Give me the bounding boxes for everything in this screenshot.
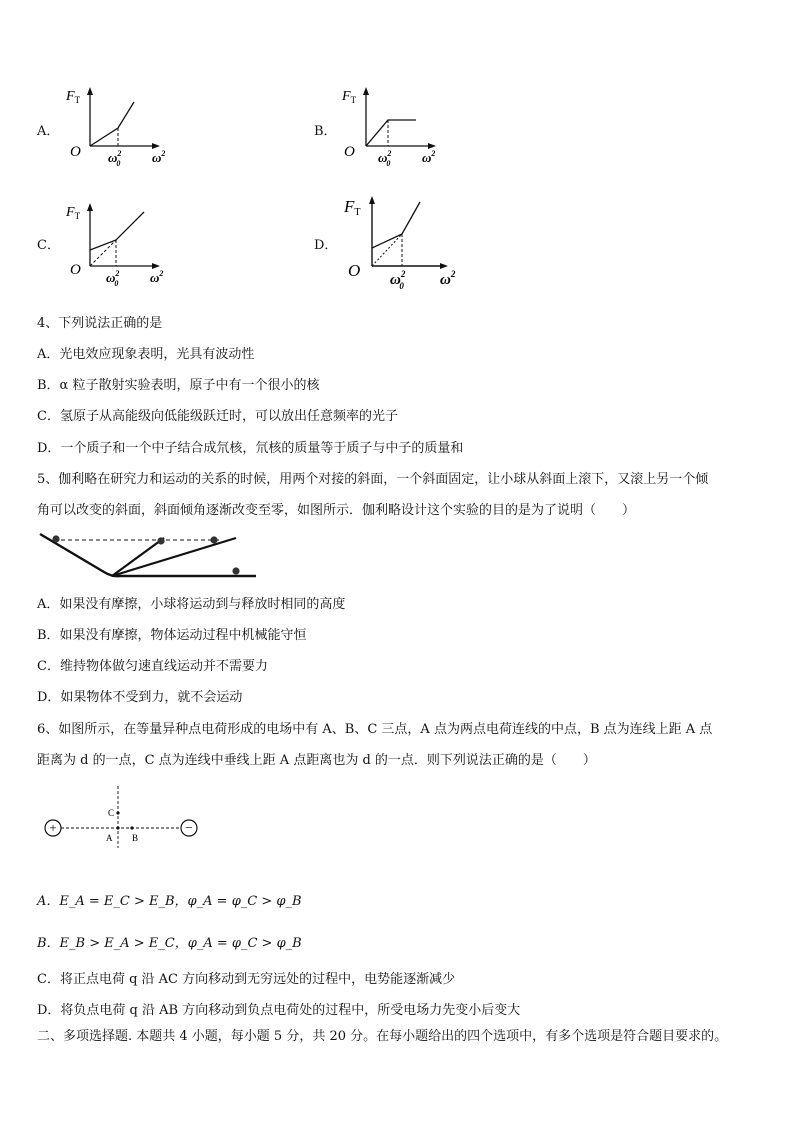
q5-stem-line2: 角可以改变的斜面，斜面倾角逐渐改变至零，如图所示．伽利略设计这个实验的目的是为了说明（ ）	[37, 503, 636, 518]
svg-text:FT: FT	[344, 197, 361, 218]
q5-stem-line1: 5、伽利略在研究力和运动的关系的时候，用两个对接的斜面，一个斜面固定，让小球从斜面上滚下，又滚上另一个倾	[37, 472, 709, 487]
svg-text:+: +	[49, 820, 57, 835]
svg-text:FT: $F_T$	[342, 89, 357, 105]
point-a-label: A	[106, 833, 113, 843]
q6-option-b: B．E_B > E_A > E_C，φ_A = φ_C > φ_B	[37, 936, 302, 951]
q5-option-d: D．如果物体不受到力，就不会运动	[37, 690, 243, 705]
point-b-label: B	[132, 833, 139, 843]
q4-option-d: D．一个质子和一个中子结合成氘核，氘核的质量等于质子与中子的质量和	[37, 441, 464, 456]
svg-text:FT: $F_T$	[66, 205, 81, 221]
q5-option-c: C．维持物体做匀速直线运动并不需要力	[37, 659, 268, 674]
y-axis-label: $F_T$	[66, 89, 81, 105]
svg-text:O: O	[70, 262, 81, 278]
svg-text:O: O	[348, 261, 361, 280]
ball	[157, 537, 164, 544]
graph-c	[62, 200, 182, 290]
svg-text:ω20: $\omega^2$ 0	[106, 269, 120, 288]
q5-option-b: B．如果没有摩擦，物体运动过程中机械能守恒	[37, 628, 307, 643]
graph-d	[340, 190, 470, 290]
svg-text:O: O	[344, 144, 355, 160]
svg-text:ω20: $\omega^2$ 0	[378, 149, 392, 168]
svg-text:ω20: $\omega^2$ 0	[390, 269, 406, 290]
q6-option-c: C．将正点电荷 q 沿 AC 方向移动到无穷远处的过程中，电势能逐渐减少	[37, 972, 456, 987]
charges-figure	[38, 782, 208, 852]
graph-b	[338, 84, 458, 174]
ball	[52, 535, 59, 542]
q6-stem-line1: 6、如图所示，在等量异种点电荷形成的电场中有 A、B、C 三点，A 点为两点电荷连线的中点，B 点为连线上距 A 点	[37, 722, 713, 737]
option-c-label: C．	[37, 238, 60, 253]
q6-option-a: A．E_A = E_C > E_B，φ_A = φ_C > φ_B	[37, 894, 302, 909]
q4-option-b: B．α 粒子散射实验表明，原子中有一个很小的核	[37, 378, 320, 393]
option-d-label: D．	[314, 238, 338, 253]
ball	[210, 536, 217, 543]
origin-label: O	[70, 144, 81, 160]
graph-a	[62, 84, 182, 174]
point-c-label: C	[108, 808, 115, 818]
svg-text:ω2: $\omega^2$	[150, 269, 164, 285]
option-b-label: B．	[314, 124, 337, 139]
q4-option-c: C．氢原子从高能级向低能级跃迁时，可以放出任意频率的光子	[37, 409, 398, 424]
svg-text:ω2: $\omega^2$	[422, 149, 436, 165]
q6-option-d: D．将负点电荷 q 沿 AB 方向移动到负点电荷处的过程中，所受电场力先变小后变大	[37, 1003, 521, 1018]
svg-text:ω20: $\omega^2$ 0	[108, 149, 122, 168]
ball	[232, 567, 239, 574]
incline-figure	[36, 528, 266, 582]
q4-option-a: A．光电效应现象表明，光具有波动性	[37, 347, 255, 362]
q6-stem-line2: 距离为 d 的一点，C 点为连线中垂线上距 A 点距离也为 d 的一点．则下列说法正确的是（ ）	[37, 753, 596, 768]
svg-text:ω2: $\omega^2$	[152, 149, 166, 165]
option-a-label: A．	[37, 124, 60, 139]
svg-text:ω2: $\omega^2$	[440, 269, 456, 288]
q5-option-a: A．如果没有摩擦，小球将运动到与释放时相同的高度	[37, 597, 346, 612]
section-2-heading: 二、多项选择题. 本题共 4 小题，每小题 5 分，共 20 分。在每小题给出的四个选项中，有多个选项是符合题目要求的。	[37, 1029, 728, 1044]
q4-stem: 4、下列说法正确的是	[37, 316, 163, 331]
svg-text:−: −	[185, 820, 193, 835]
